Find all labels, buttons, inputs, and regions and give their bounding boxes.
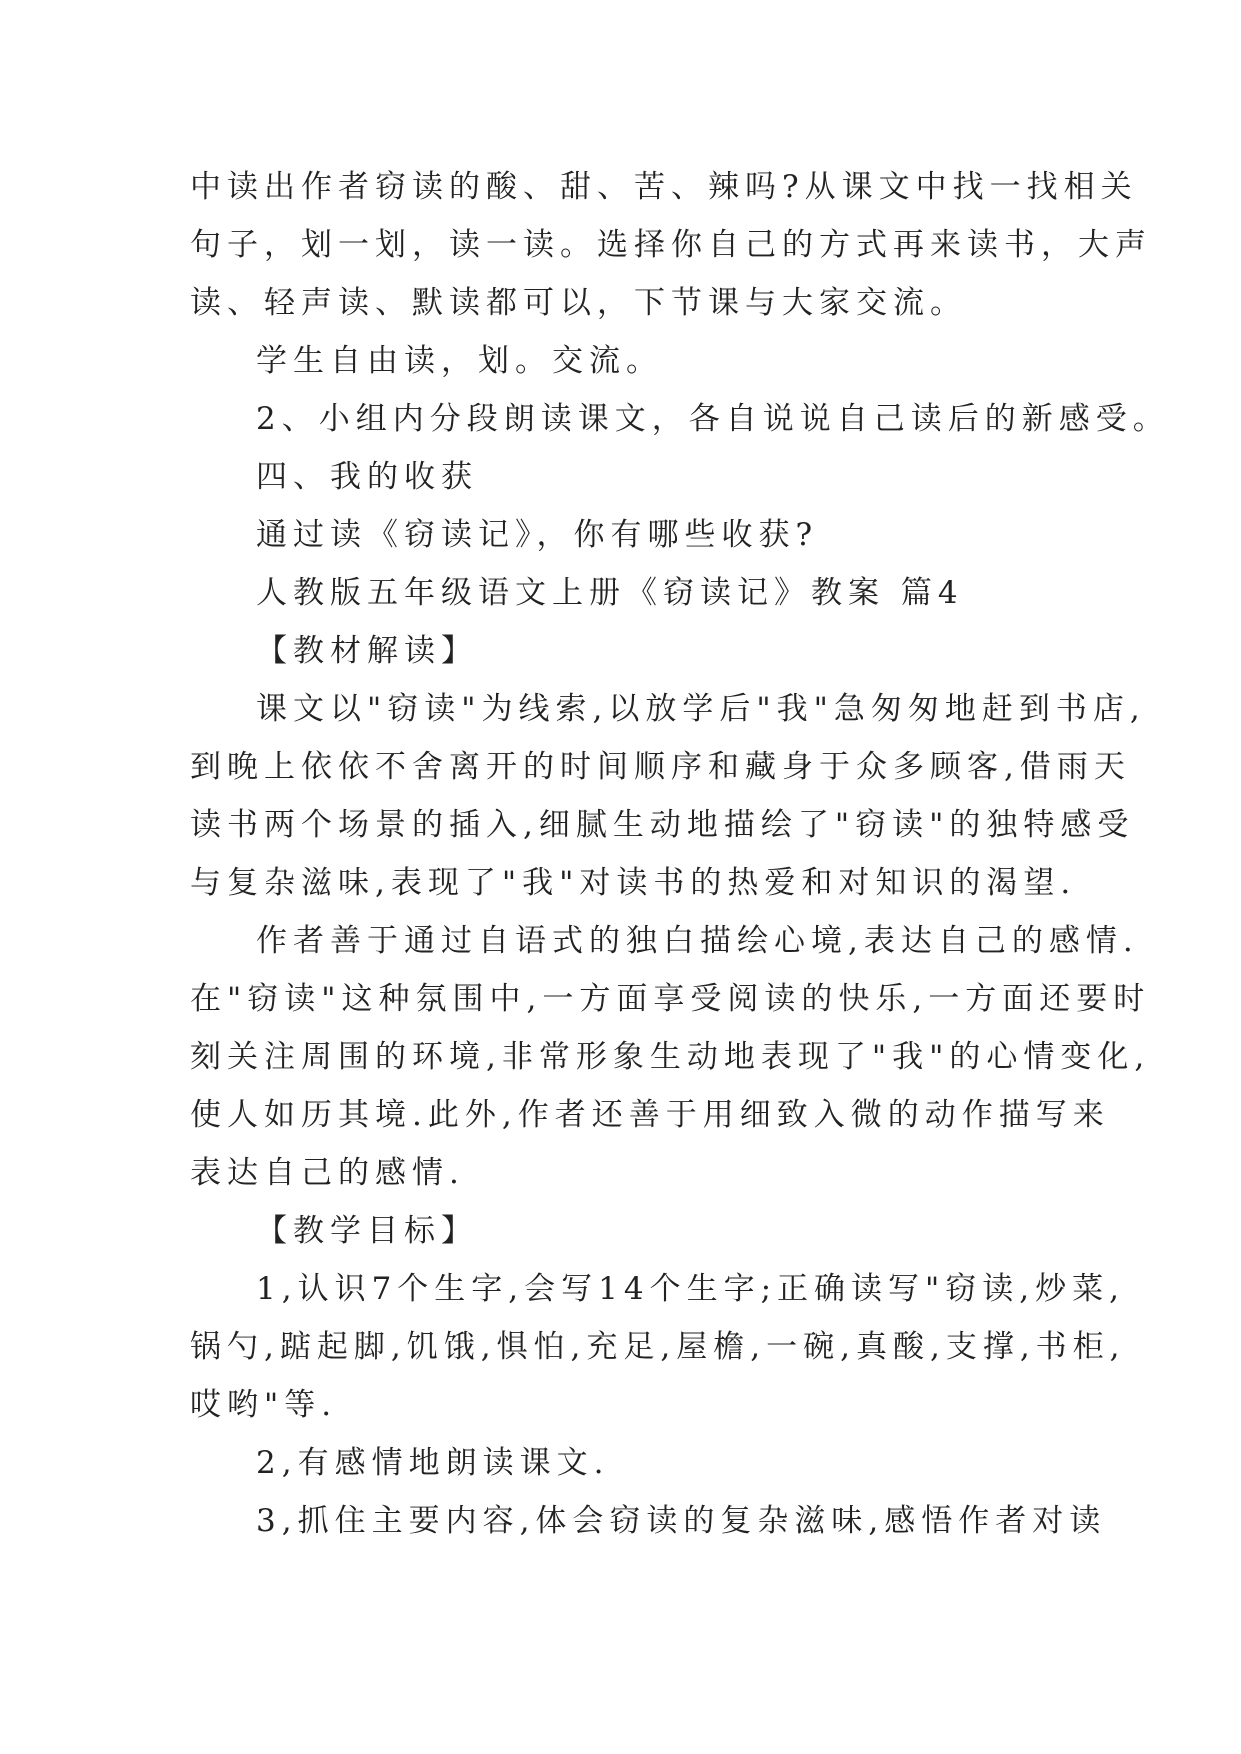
text-line: 1,认识7个生字,会写14个生字;正确读写"窃读,炒菜,	[256, 1271, 1126, 1307]
section-heading: 【教学目标】	[256, 1213, 478, 1249]
section-heading: 【教材解读】	[256, 633, 478, 669]
section-heading: 四、我的收获	[256, 459, 478, 495]
text-line: 句子，划一划，读一读。选择你自己的方式再来读书，大声	[190, 227, 1152, 263]
text-line: 刻关注周围的环境,非常形象生动地表现了"我"的心情变化,	[190, 1039, 1151, 1075]
text-line: 在"窃读"这种氛围中,一方面享受阅读的快乐,一方面还要时	[190, 981, 1151, 1017]
text-line: 锅勺,踮起脚,饥饿,惧怕,充足,屋檐,一碗,真酸,支撑,书柜,	[190, 1329, 1126, 1365]
text-line: 通过读《窃读记》，你有哪些收获?	[256, 517, 819, 553]
text-line: 到晚上依依不舍离开的时间顺序和藏身于众多顾客,借雨天	[190, 749, 1131, 785]
text-line: 作者善于通过自语式的独白描绘心境,表达自己的感情.	[256, 923, 1139, 959]
text-line: 课文以"窃读"为线索,以放学后"我"急匆匆地赶到书店,	[256, 691, 1146, 727]
text-line: 学生自由读，划。交流。	[256, 343, 663, 379]
text-line: 2,有感情地朗读课文.	[256, 1445, 610, 1481]
text-line: 使人如历其境.此外,作者还善于用细致入微的动作描写来	[190, 1097, 1110, 1133]
text-line: 读书两个场景的插入,细腻生动地描绘了"窃读"的独特感受	[190, 807, 1135, 843]
text-line: 中读出作者窃读的酸、甜、苦、辣吗?从课文中找一找相关	[190, 169, 1138, 205]
document-body	[190, 158, 1170, 1550]
section-title: 人教版五年级语文上册《窃读记》教案 篇4	[256, 575, 964, 611]
text-line: 3,抓住主要内容,体会窃读的复杂滋味,感悟作者对读	[256, 1503, 1107, 1539]
text-line: 与复杂滋味,表现了"我"对读书的热爱和对知识的渴望.	[190, 865, 1077, 901]
text-line: 表达自己的感情.	[190, 1155, 465, 1191]
text-line: 哎哟"等.	[190, 1387, 338, 1423]
text-line: 读、轻声读、默读都可以，下节课与大家交流。	[190, 285, 967, 321]
text-line: 2、小组内分段朗读课文，各自说说自己读后的新感受。	[256, 401, 1170, 437]
